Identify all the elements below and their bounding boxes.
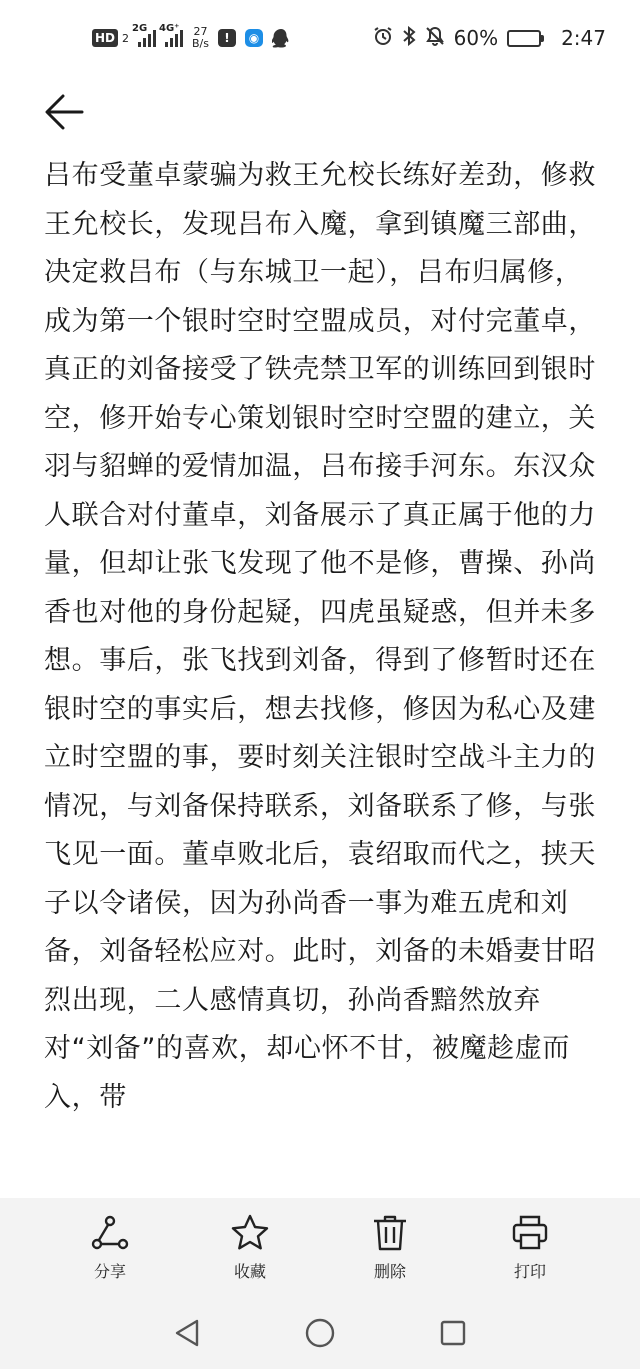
status-bar (0, 0, 640, 76)
favorite-button[interactable] (200, 1213, 300, 1282)
print-button[interactable] (480, 1213, 580, 1282)
share-button[interactable] (60, 1213, 160, 1282)
square-recents-icon (439, 1319, 467, 1347)
status-right (373, 26, 606, 51)
hd-icon: HD (92, 29, 118, 47)
nav-home-button[interactable] (300, 1313, 340, 1353)
signal-2g-tag: 2G (132, 23, 148, 34)
battery-cap (541, 35, 544, 42)
battery-percent: 60% (453, 26, 499, 50)
nav-back-button[interactable] (167, 1313, 207, 1353)
battery-body (507, 30, 541, 47)
printer-icon (510, 1213, 550, 1253)
net-speed (192, 26, 209, 50)
sim-slot-label: 2 (122, 31, 130, 45)
mute-icon (425, 26, 445, 51)
qq-icon (272, 29, 290, 47)
article-body: 吕布受董卓蒙骗为救王允校长练好差劲，修救王允校长，发现吕布入魔，拿到镇魔三部曲，决定救吕布（与东城卫一起），吕布归属修，成为第一个银时空时空盟成员，对付完董卓，真正的刘备接受了铁壳禁卫军的训练回到银时空，修开始专心策划银时空时空盟的建立，关羽与貂蝉的爱情加温，吕布接手河东。东汉众人联合对付董卓，刘备展示了真正属于他的力量，但却让张飞发现了他不是修，曹操、孙尚香也对他的身份起疑，四虎虽疑惑，但并未多想。事后，张飞找到刘备，得到了修暂时还在银时空的事实后，想去找修，修因为私心及建立时空盟的事，要时刻关注银时空战斗主力的情况，与刘备保持联系，刘备联系了修，与张飞见一面。董卓败北后，袁绍取而代之，挟天子以令诸侯，因为孙尚香一事为难五虎和刘备，刘备轻松应对。此时，刘备的未婚妻甘昭烈出现，二人感情真切，孙尚香黯然放弃对“刘备”的喜欢，却心怀不甘，被魔趁虚而入，带 (44, 160, 596, 1113)
print-label: 打印 (513, 1261, 546, 1281)
delete-button[interactable] (340, 1213, 440, 1282)
share-icon (90, 1213, 130, 1253)
app-icon: ◉ (245, 29, 263, 47)
circle-home-icon (304, 1317, 336, 1349)
signal-2g-icon (132, 23, 156, 47)
warning-icon: ! (218, 29, 236, 47)
nav-recents-button[interactable] (433, 1313, 473, 1353)
triangle-back-icon (173, 1318, 201, 1348)
net-speed-value: 27 (193, 25, 208, 38)
net-speed-unit: B/s (192, 37, 209, 50)
system-nav-bar (0, 1296, 640, 1369)
bluetooth-icon (402, 26, 416, 51)
battery-icon (507, 30, 544, 47)
status-left (92, 23, 290, 50)
bottom-toolbar (0, 1198, 640, 1296)
arrow-left-icon (44, 94, 84, 130)
signal-4g-tag: 4G⁺ (159, 23, 180, 34)
star-icon (230, 1213, 270, 1253)
signal-4g-icon (159, 23, 183, 47)
share-label: 分享 (93, 1261, 126, 1281)
favorite-label: 收藏 (233, 1261, 266, 1281)
delete-label: 删除 (373, 1261, 406, 1281)
alarm-icon (373, 26, 393, 51)
clock: 2:47 (561, 26, 606, 50)
back-button[interactable] (40, 88, 88, 136)
trash-icon (370, 1213, 410, 1253)
